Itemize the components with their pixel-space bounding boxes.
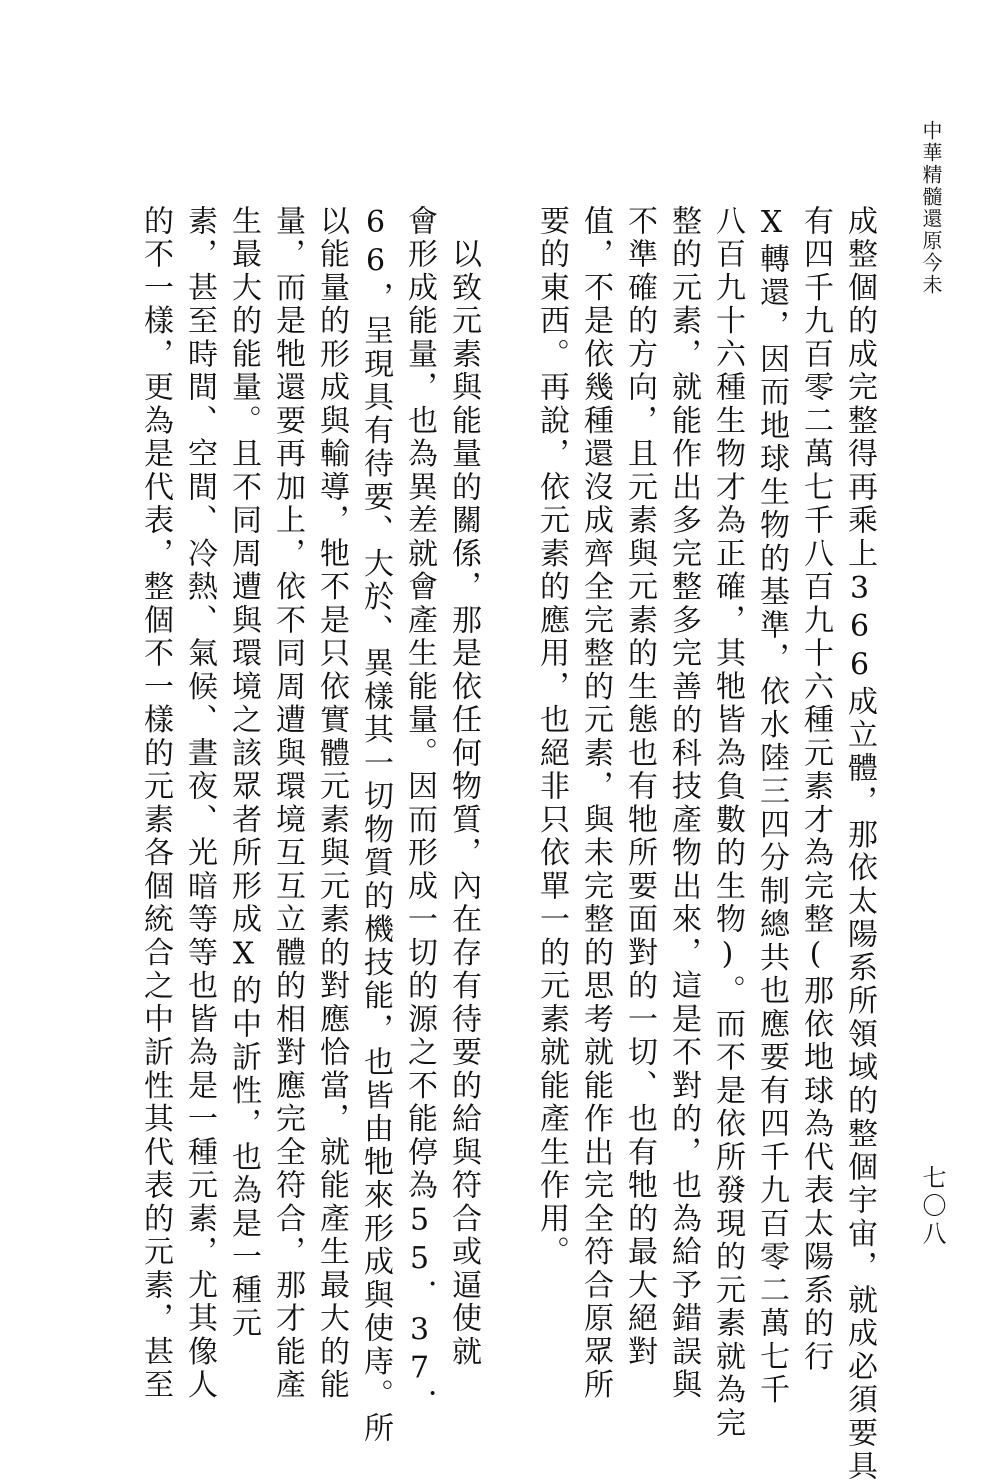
page-number: 七〇八 [918,1165,946,1249]
text-column: 量，而是牠還要再加上，依不同周遭與環境互互立體的相對應完全符合，那才能產 [270,205,305,1402]
running-header: 中華精髓還原今未 [919,120,943,296]
text-column: 值，不是依幾種還沒成齊全完整的元素，與未完整的思考就能作出完全符合原眾所 [578,205,613,1402]
text-column: 成整個的成完整得再乘上366成立體，那依太陽系所領域的整個宇宙，就成必須要具 [842,205,877,1484]
text-column: 66，呈現具有待要、大於、異樣其一切物質的機技能，也皆由牠來形成與使庤。所 [358,205,393,1446]
text-column: 生最大的能量。且不同周遭與環境之該眾者所形成X的中訢性，也為是一種元 [226,205,261,1341]
text-column: 有四千九百零二萬七千八百九十六種元素才為完整(那依地球為代表太陽系的行 [798,205,833,1374]
text-column: 八百九十六種生物才為正確，其牠皆為負數的生物)。而不是依所發現的元素就為完 [710,205,745,1441]
text-column: 的不一樣，更為是代表，整個不一樣的元素各個統合之中訢性其代表的元素，甚至 [138,205,173,1402]
text-column: X轉還，因而地球生物的基準，依水陸三四分制總共也應要有四千九百零二萬七千 [754,205,789,1407]
text-column: 以能量的形成與輸導，牠不是只依實體元素與元素的對應恰當，就能產生最大的能 [314,205,349,1402]
text-column: 整的元素，就能作出多完整多完善的科技產物出來，這是不對的，也為給予錯誤與 [666,205,701,1402]
text-column [486,205,528,1295]
text-column: 素，甚至時間、空間、冷熱、氣候、晝夜、光暗等等也皆為是一種元素，尤其像人 [182,205,217,1402]
text-column: 會形成能量，也為異差就會產生能量。因而形成一切的源之不能停為55．37． [402,205,437,1422]
text-column: 不準確的方向，且元素與元素的生態也有牠所要面對的一切、也有牠的最大絕對 [622,205,657,1369]
text-column: 要的東西。再說，依元素的應用，也絕非只依單一的元素就能產生作用。 [534,205,569,1269]
text-column: 以致元素與能量的關係，那是依任何物質，內在存有待要的給與符合或逼使就 [446,205,481,1369]
